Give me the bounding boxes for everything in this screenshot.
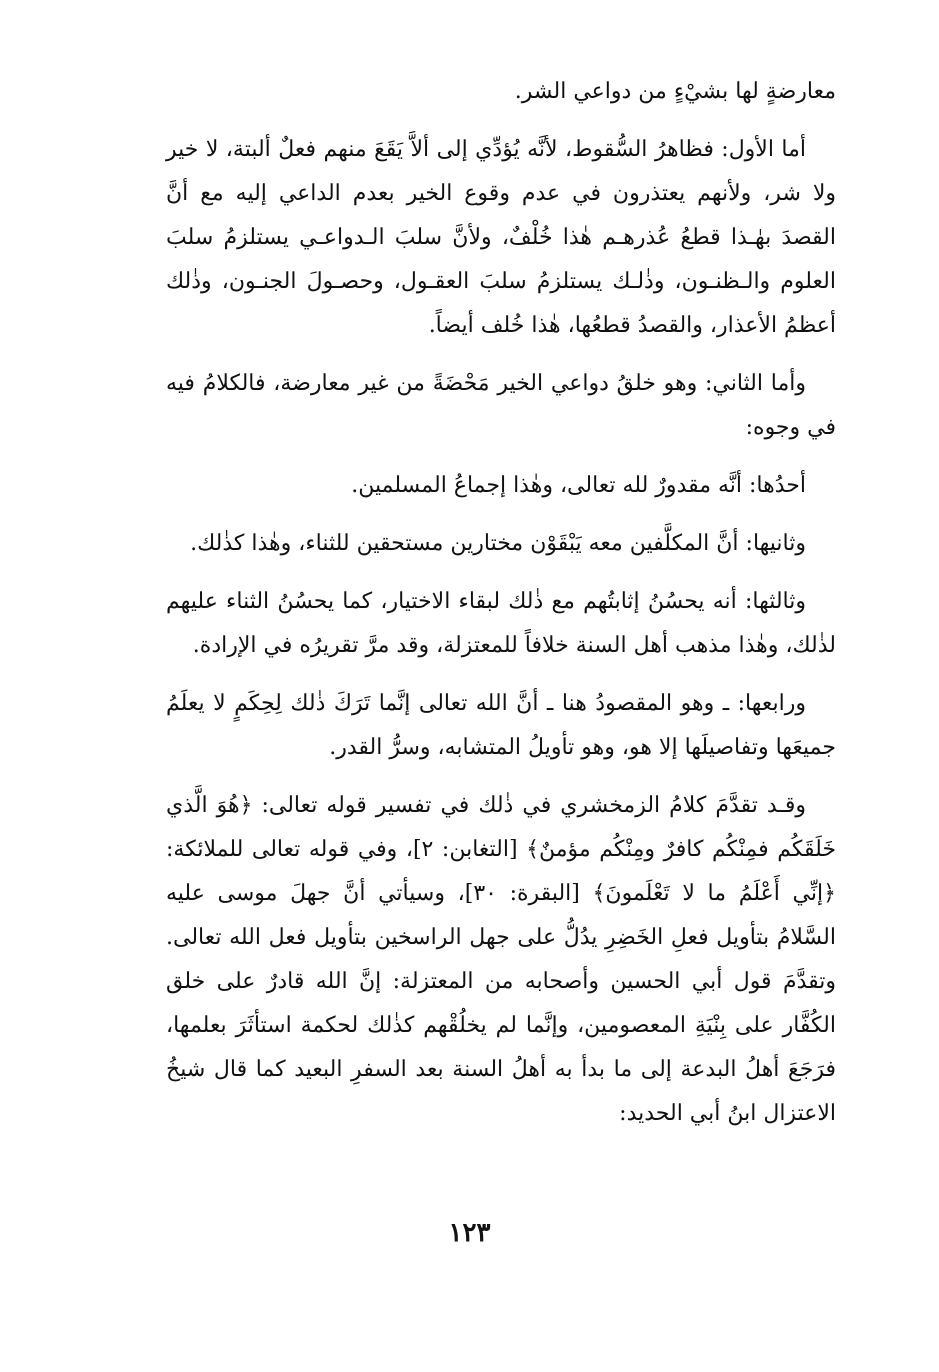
paragraph-3: وأما الثاني: وهو خلقُ دواعي الخير مَحْضَةً من غير معارضة، فالكلامُ فيه في وجوه:	[166, 371, 836, 440]
paragraph-1: معارضةٍ لها بشيْءٍ من دواعي الشر.	[514, 79, 836, 104]
paragraph-2: أما الأول: فظاهرُ السُّقوط، لأنَّه يُؤدِّي إلى ألاَّ يَقَعَ منهم فعلٌ ألبتة، لا خير ولا شر، ولأنهم يعتذرون في عدم وقوع الخير بعدم الداعي إليه مع أنَّ القصدَ بهٰـذا قطعُ عُذرهـم هٰذا خُلْفٌ، ولأنَّ سلبَ الـدواعـي يستلزمُ سلبَ العلوم والـظنـون، وذٰلـك يستلزمُ سلبَ العقـول، وحصـولَ الجنـون، وذٰلك أعظمُ الأعذار، والقصدُ قطعُها، هٰذا خُلف أيضاً.	[166, 137, 837, 338]
paragraph-4: أحدُها: أنَّه مقدورٌ لله تعالى، وهٰذا إجماعُ المسلمين.	[351, 473, 806, 498]
page-number: ١٢٣	[448, 1218, 491, 1248]
paragraph-6: وثالثها: أنه يحسُنُ إثابتُهم مع ذٰلك لبقاء الاختيار، كما يحسُنُ الثناء عليهم لذٰلك، وهٰذا مذهب أهل السنة خلافاً للمعتزلة، وقد مرَّ تقريرُه في الإرادة.	[166, 589, 836, 658]
page-body	[166, 70, 836, 1150]
paragraph-7: ورابعها: ـ وهو المقصودُ هنا ـ أنَّ الله تعالى إنَّما تَرَكَ ذٰلك لِحِكَمٍ لا يعلَمُ جميعَها وتفاصيلَها إلا هو، وهو تأويلُ المتشابه، وسرُّ القدر.	[166, 691, 836, 760]
paragraph-5: وثانيها: أنَّ المكلَّفين معه يَبْقَوْن مختارين مستحقين للثناء، وهٰذا كذٰلك.	[190, 531, 806, 556]
paragraph-8: وقـد تقدَّمَ كلامُ الزمخشري في ذٰلك في تفسير قوله تعالى: ﴿هُوَ الَّذي خَلَقَكُم فمِنْكُم كافرٌ ومِنْكُم مؤمنٌ﴾ [التغابن: ٢]، وفي قوله تعالى للملائكة: ﴿إنِّي أَعْلَمُ ما لا تَعْلَمونَ﴾ [البقرة: ٣٠]، وسيأتي أنَّ جهلَ موسى عليه السَّلامُ بتأويل فعلِ الخَضِرِ يدُلُّ على جهل الراسخين بتأويل فعل الله تعالى. وتقدَّمَ قول أبي الحسين وأصحابه من المعتزلة: إنَّ الله قادرٌ على خلق الكُفَّار على بِنْيَةِ المعصومين، وإنَّما لم يخلُقْهم كذٰلك لحكمة استأثَرَ بعلمها، فرَجَعَ أهلُ البدعة إلى ما بدأ به أهلُ السنة بعد السفرِ البعيد كما قال شيخُ الاعتزال ابنُ أبي الحديد:	[166, 793, 836, 1126]
